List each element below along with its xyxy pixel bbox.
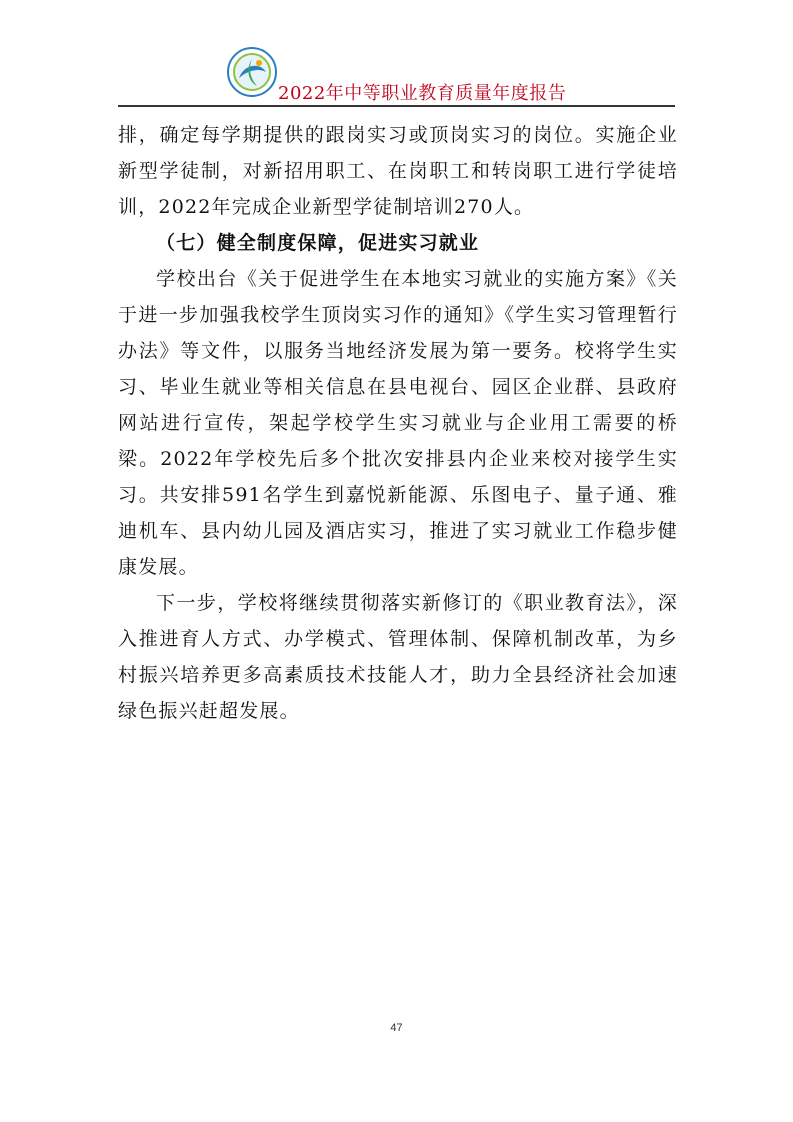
paragraph-continuation: 排，确定每学期提供的跟岗实习或顶岗实习的岗位。实施企业新型学徒制，对新招用职工、在岗职工和转岗职工进行学徒培训，2022年完成企业新型学徒制培训270人。 <box>118 124 678 218</box>
header-divider <box>118 105 675 107</box>
report-title: 2022年中等职业教育质量年度报告 <box>278 83 567 104</box>
section-heading: （七）健全制度保障，促进实习就业 <box>156 232 480 254</box>
document-body <box>118 117 678 729</box>
paragraph-next-steps: 下一步，学校将继续贯彻落实新修订的《职业教育法》，深入推进育人方式、办学模式、管理体制、保障机制改革，为乡村振兴培养更多高素质技术技能人才，助力全县经济社会加速绿色振兴赶超发展。 <box>118 592 678 722</box>
page-header <box>0 0 793 112</box>
school-emblem-icon <box>226 46 278 98</box>
paragraph-internship: 学校出台《关于促进学生在本地实习就业的实施方案》《关于进一步加强我校学生顶岗实习作的通知》《学生实习管理暂行办法》等文件，以服务当地经济发展为第一要务。校将学生实习、毕业生就业等相关信息在县电视台、园区企业群、县政府网站进行宣传，架起学校学生实习就业与企业用工需要的桥梁。2022年学校先后多个批次安排县内企业来校对接学生实习。共安排591名学生到嘉悦新能源、乐图电子、量子通、雅迪机车、县内幼儿园及酒店实习，推进了实习就业工作稳步健康发展。 <box>118 268 678 578</box>
page-number: 47 <box>390 1022 403 1034</box>
